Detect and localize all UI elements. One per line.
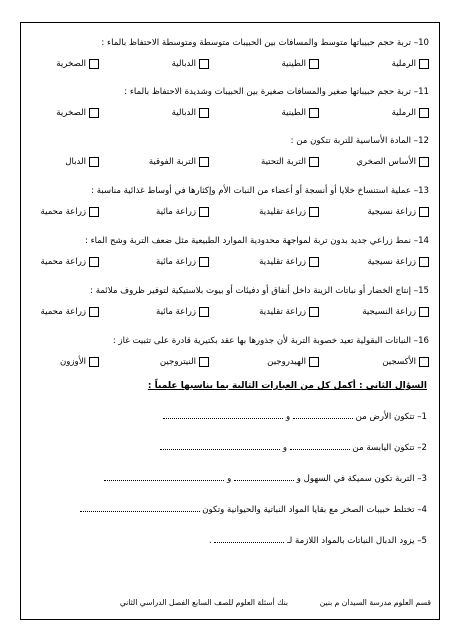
blank-line[interactable] xyxy=(293,410,353,419)
option-label: النيتروجين xyxy=(159,357,196,367)
option-label: زراعة محمية xyxy=(40,207,86,217)
question-16-options xyxy=(29,357,429,371)
option-label: زراعة مائية xyxy=(156,307,196,317)
fill-number: 4 xyxy=(421,505,427,515)
option-label: زراعة محمية xyxy=(40,307,86,317)
option-item[interactable] xyxy=(65,157,99,167)
question-11-options xyxy=(29,108,429,122)
checkbox[interactable] xyxy=(309,257,319,267)
question-text: – تربة حجم حبيباتها متوسط والمسافات بين الحبيبات متوسطة ومتوسطة الاحتفاظ بالماء : xyxy=(101,38,419,48)
option-item[interactable] xyxy=(41,207,99,217)
option-item[interactable] xyxy=(149,157,209,167)
question-number: 16 xyxy=(418,336,429,346)
option-label: زراعة النسيجية xyxy=(362,307,416,317)
question-number: 14 xyxy=(418,236,429,246)
question-number: 10 xyxy=(418,38,429,48)
checkbox[interactable] xyxy=(89,108,99,118)
checkbox[interactable] xyxy=(199,59,209,69)
question-14-options xyxy=(29,257,429,271)
question-text: – النباتات البقولية تعيد خصوبة التربة لأن جذورها بها عقد بكتيرية قادرة على تثبيت غاز : xyxy=(112,336,419,346)
blank-line[interactable] xyxy=(163,410,283,419)
question-number: 15 xyxy=(418,286,429,296)
fill-text: – يزود الدبال النباتات بالمواد اللازمة لـ xyxy=(287,536,422,546)
checkbox[interactable] xyxy=(419,357,429,367)
option-item[interactable] xyxy=(392,108,429,118)
option-item[interactable] xyxy=(382,357,429,367)
option-item[interactable] xyxy=(356,157,429,167)
footer-title: بنك أسئلة العلوم للصف السابع الفصل الدراسي الثاني xyxy=(119,598,288,607)
checkbox[interactable] xyxy=(199,357,209,367)
option-item[interactable] xyxy=(259,307,319,317)
option-item[interactable] xyxy=(259,207,319,217)
blank-line[interactable] xyxy=(80,503,200,512)
checkbox[interactable] xyxy=(309,207,319,217)
blank-line[interactable] xyxy=(160,441,280,450)
option-label: زراعة تقليدية xyxy=(259,207,306,217)
checkbox[interactable] xyxy=(419,108,429,118)
option-label: زراعة تقليدية xyxy=(259,257,306,267)
blank-line[interactable] xyxy=(290,441,350,450)
fill-number: 5 xyxy=(421,536,427,546)
question-10 xyxy=(29,38,429,49)
option-label: الأوزون xyxy=(59,357,86,367)
option-label: الرملية xyxy=(391,59,416,69)
option-item[interactable] xyxy=(267,357,319,367)
question-13-options xyxy=(29,207,429,221)
option-label: الهيدروجين xyxy=(267,357,306,367)
option-label: التربة التحتية xyxy=(260,157,306,167)
option-item[interactable] xyxy=(367,257,429,267)
question-text: – المادة الأساسية للتربة تتكون من : xyxy=(290,136,419,146)
fill-item-2 xyxy=(27,441,427,453)
checkbox[interactable] xyxy=(89,357,99,367)
question-14 xyxy=(29,236,429,247)
question-text: – عملية استنساخ خلايا أو أنسجة أو أعضاء من النبات الأم وإكثارها في أوساط غذائية مناسبة : xyxy=(91,186,419,196)
fill-number: 2 xyxy=(421,443,427,453)
checkbox[interactable] xyxy=(419,257,429,267)
question-15-options xyxy=(29,307,429,321)
question-text: – تربة حجم حبيباتها صغير والمسافات صغيرة بين الحبيبات وشديدة الاحتفاظ بالماء : xyxy=(124,87,419,97)
footer-department: قسم العلوم مدرسة السيدان م بنين xyxy=(319,598,431,607)
checkbox[interactable] xyxy=(199,307,209,317)
checkbox[interactable] xyxy=(309,307,319,317)
fill-item-3 xyxy=(27,472,427,484)
option-label: زراعة مائية xyxy=(156,207,196,217)
fill-text: – تختلط حبيبات الصخر مع بقايا المواد النباتية والحيوانية وتكون xyxy=(202,505,422,515)
question-number: 12 xyxy=(418,136,429,146)
fill-text: – تتكون اليابسة من xyxy=(352,443,422,453)
option-item[interactable] xyxy=(156,257,209,267)
option-item[interactable] xyxy=(172,108,209,118)
question-13 xyxy=(29,186,429,197)
fill-connector: و xyxy=(282,443,288,453)
question-11 xyxy=(29,87,429,98)
blank-line[interactable] xyxy=(214,534,284,543)
question-text: – إنتاج الخضار أو نباتات الزينة داخل أنفاق أو دفيئات أو بيوت بلاستيكية لتوفير ظروف ملائمة : xyxy=(90,286,419,296)
fill-text: – تتكون الأرض من xyxy=(355,412,422,422)
option-label: الدبال xyxy=(65,157,86,167)
checkbox[interactable] xyxy=(199,157,209,167)
option-label: زراعة مائية xyxy=(156,257,196,267)
option-item[interactable] xyxy=(172,59,209,69)
blank-line[interactable] xyxy=(104,472,224,481)
checkbox[interactable] xyxy=(89,207,99,217)
option-item[interactable] xyxy=(156,307,209,317)
option-item[interactable] xyxy=(392,59,429,69)
option-item[interactable] xyxy=(56,59,99,69)
option-item[interactable] xyxy=(282,59,319,69)
option-label: زراعة محمية xyxy=(40,257,86,267)
option-label: الدبالية xyxy=(171,108,196,118)
option-item[interactable] xyxy=(56,108,99,118)
checkbox[interactable] xyxy=(419,157,429,167)
checkbox[interactable] xyxy=(89,59,99,69)
option-item[interactable] xyxy=(367,207,429,217)
option-item[interactable] xyxy=(261,157,319,167)
checkbox[interactable] xyxy=(199,108,209,118)
fill-number: 1 xyxy=(421,412,427,422)
checkbox[interactable] xyxy=(89,157,99,167)
checkbox[interactable] xyxy=(89,307,99,317)
question-number: 13 xyxy=(418,186,429,196)
option-label: الصخرية xyxy=(56,108,86,118)
checkbox[interactable] xyxy=(309,59,319,69)
checkbox[interactable] xyxy=(309,157,319,167)
question-number: 11 xyxy=(418,87,429,97)
option-label: الأساس الصخري xyxy=(356,157,416,167)
option-item[interactable] xyxy=(41,257,99,267)
checkbox[interactable] xyxy=(419,207,429,217)
fill-connector: و xyxy=(285,412,291,422)
option-label: الطينية xyxy=(281,108,306,118)
option-label: الصخرية xyxy=(56,59,86,69)
option-item[interactable] xyxy=(41,307,99,317)
question-16 xyxy=(29,336,429,347)
question-10-options xyxy=(29,59,429,73)
checkbox[interactable] xyxy=(419,59,429,69)
option-label: التربة الفوقية xyxy=(148,157,196,167)
option-item[interactable] xyxy=(160,357,209,367)
option-item[interactable] xyxy=(259,257,319,267)
option-label: زراعة نسيجية xyxy=(367,257,416,267)
checkbox[interactable] xyxy=(89,257,99,267)
question-15 xyxy=(29,286,429,297)
fill-item-1 xyxy=(27,410,427,422)
option-label: الرملية xyxy=(391,108,416,118)
fill-connector: . xyxy=(208,536,212,546)
option-label: الطينية xyxy=(281,59,306,69)
fill-item-4 xyxy=(27,503,427,515)
option-label: زراعة تقليدية xyxy=(259,307,306,317)
option-item[interactable] xyxy=(282,108,319,118)
section-two-title: السؤال الثاني : أكمل كل من العبارات التالية بما يناسبها علمياً : xyxy=(147,381,427,391)
checkbox[interactable] xyxy=(309,357,319,367)
blank-line[interactable] xyxy=(234,472,294,481)
checkbox[interactable] xyxy=(199,207,209,217)
option-item[interactable] xyxy=(156,207,209,217)
question-12 xyxy=(29,136,429,147)
option-item[interactable] xyxy=(60,357,99,367)
fill-text: – التربة تكون سميكة في السهول و xyxy=(296,474,422,484)
fill-item-5 xyxy=(27,534,427,546)
question-text: – نمط زراعي جديد بدون تربة لمواجهة محدودية الموارد الطبيعية مثل ضعف التربة وشح الماء : xyxy=(84,236,419,246)
checkbox[interactable] xyxy=(419,307,429,317)
checkbox[interactable] xyxy=(199,257,209,267)
fill-number: 3 xyxy=(421,474,427,484)
option-label: زراعة نسيجية xyxy=(367,207,416,217)
question-12-options xyxy=(29,157,429,171)
option-label: الدبالية xyxy=(171,59,196,69)
checkbox[interactable] xyxy=(309,108,319,118)
option-item[interactable] xyxy=(362,307,429,317)
fill-connector: و xyxy=(227,474,232,484)
option-label: الأكسجين xyxy=(382,357,416,367)
